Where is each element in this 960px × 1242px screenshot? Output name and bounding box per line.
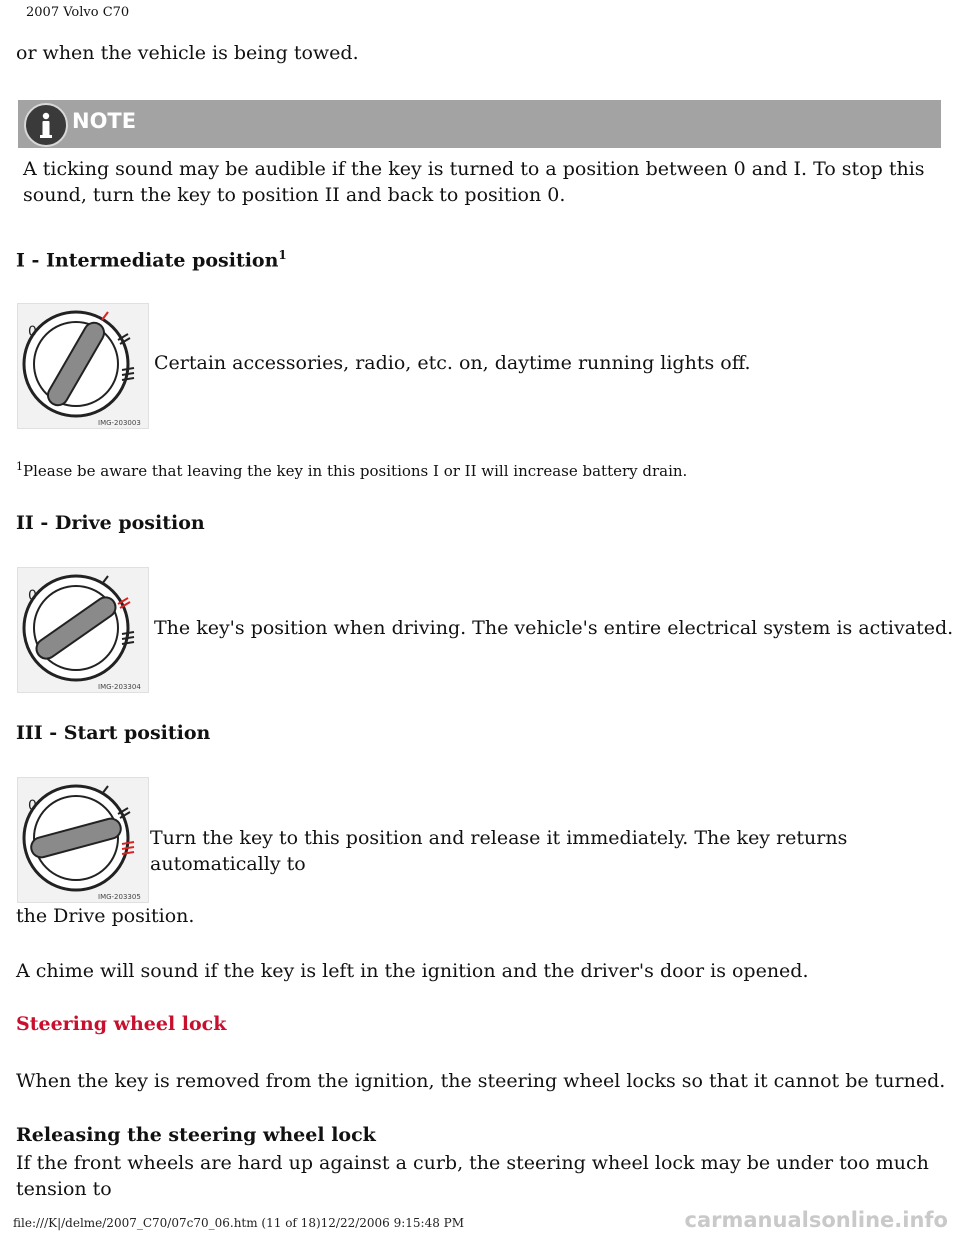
intro-text: or when the vehicle is being towed. (16, 42, 359, 64)
ignition-position-iii-image (17, 777, 149, 903)
image-code: IMG-203305 (98, 893, 141, 901)
position-iii-heading: III - Start position (16, 722, 211, 744)
release-lock-heading: Releasing the steering wheel lock (16, 1124, 376, 1146)
position-ii-description: The key's position when driving. The vehicle's entire electrical system is activated. (154, 617, 954, 639)
note-text: A ticking sound may be audible if the key is turned to a position between 0 and I. To stop this sound, turn the key to position II and back to position 0. (23, 158, 925, 206)
footnote-marker: 1 (16, 460, 23, 473)
position-i-heading (16, 248, 287, 271)
note-label: NOTE (72, 109, 137, 133)
image-code: IMG-203304 (98, 683, 141, 691)
ignition-position-i-image (17, 303, 149, 429)
position-iii-description: Turn the key to this position and release it immediately. The key returns automatically to (150, 827, 848, 875)
page-header-title: 2007 Volvo C70 (26, 5, 130, 20)
info-icon (24, 103, 68, 147)
ignition-position-ii-image (17, 567, 149, 693)
svg-text:0: 0 (28, 588, 37, 604)
position-i-description: Certain accessories, radio, etc. on, daytime running lights off. (154, 352, 751, 374)
file-path-footer: file:///K|/delme/2007_C70/07c70_06.htm (11 of 18)12/22/2006 9:15:48 PM (13, 1216, 465, 1230)
note-bar (18, 100, 941, 148)
position-i-heading-text: I - Intermediate position (16, 249, 279, 272)
steering-lock-text: When the key is removed from the ignition, the steering wheel locks so that it cannot be turned. (16, 1070, 946, 1092)
steering-lock-heading[interactable]: Steering wheel lock (16, 1013, 227, 1035)
watermark: carmanualsonline.info (684, 1208, 948, 1232)
svg-text:0: 0 (28, 324, 37, 340)
image-code: IMG-203003 (98, 419, 141, 427)
footnote-text: Please be aware that leaving the key in this positions I or II will increase battery drain. (23, 462, 688, 480)
position-ii-heading: II - Drive position (16, 512, 205, 534)
footnote (16, 460, 687, 480)
release-lock-text: If the front wheels are hard up against a curb, the steering wheel lock may be under too much tension to (16, 1152, 929, 1200)
svg-text:0: 0 (28, 798, 37, 814)
chime-text: A chime will sound if the key is left in the ignition and the driver's door is opened. (16, 960, 809, 982)
footnote-ref: 1 (278, 248, 287, 262)
position-iii-description-cont: the Drive position. (16, 905, 195, 927)
